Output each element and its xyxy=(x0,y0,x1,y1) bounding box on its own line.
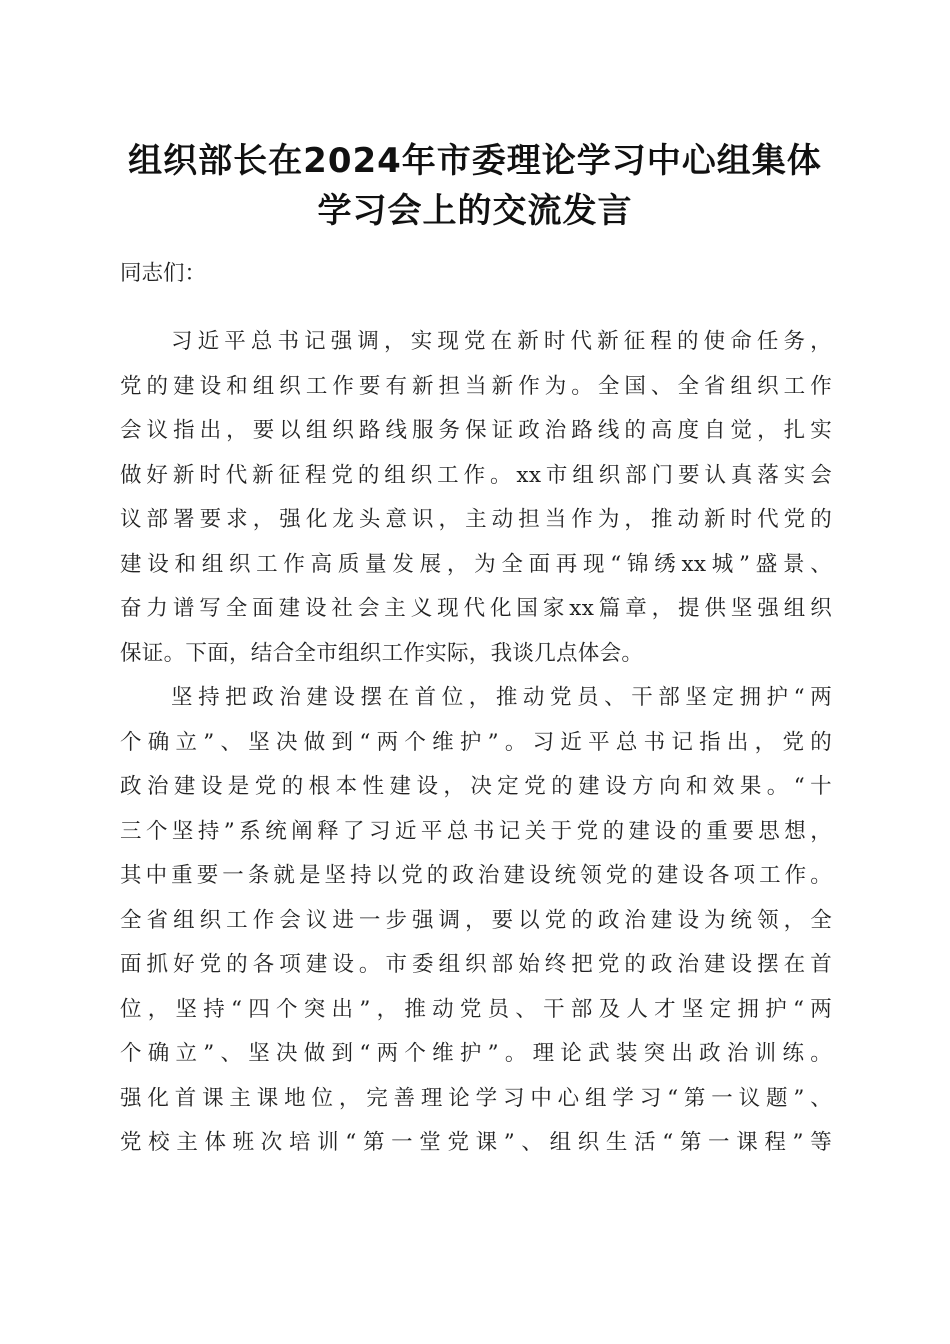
paragraph-line: 个确立”、坚决做到“两个维护”。理论武装突出政治训练。 xyxy=(120,1041,832,1066)
paragraph-line: 坚持把政治建设摆在首位，推动党员、干部坚定拥护“两 xyxy=(171,685,832,710)
paragraph-line: 议部署要求，强化龙头意识，主动担当作为，推动新时代党的 xyxy=(120,507,832,532)
paragraph-line: 党校主体班次培训“第一堂党课”、组织生活“第一课程”等 xyxy=(120,1130,832,1155)
title-line-2: 学习会上的交流发言 xyxy=(317,191,633,231)
paragraph-1 xyxy=(120,320,832,676)
paragraph-line: 奋力谱写全面建设社会主义现代化国家xx篇章，提供坚强组织 xyxy=(120,596,832,621)
paragraph-line: 会议指出，要以组织路线服务保证政治路线的高度自觉，扎实 xyxy=(120,418,832,443)
paragraph-line: 其中重要一条就是坚持以党的政治建设统领党的建设各项工作。 xyxy=(120,863,832,888)
paragraph-line: 位，坚持“四个突出”，推动党员、干部及人才坚定拥护“两 xyxy=(120,996,832,1022)
paragraph-line: 面抓好党的各项建设。市委组织部始终把党的政治建设摆在首 xyxy=(120,952,832,977)
paragraph-line: 党的建设和组织工作要有新担当新作为。全国、全省组织工作 xyxy=(120,373,832,399)
paragraph-line: 政治建设是党的根本性建设，决定党的建设方向和效果。“十 xyxy=(120,774,832,799)
salutation: 同志们： xyxy=(120,261,207,286)
paragraph-2 xyxy=(120,676,832,1166)
paragraph-line: 做好新时代新征程党的组织工作。xx市组织部门要认真落实会 xyxy=(120,462,832,488)
document-title xyxy=(100,136,850,236)
paragraph-line: 个确立”、坚决做到“两个维护”。习近平总书记指出，党的 xyxy=(120,729,832,755)
paragraph-line: 建设和组织工作高质量发展，为全面再现“锦绣xx城”盛景、 xyxy=(120,551,832,577)
title-line-1: 组织部长在2024年市委理论学习中心组集体 xyxy=(128,141,822,181)
paragraph-line: 保证。下面，结合全市组织工作实际，我谈几点体会。 xyxy=(120,640,644,666)
paragraph-line: 全省组织工作会议进一步强调，要以党的政治建设为统领，全 xyxy=(120,907,832,933)
paragraph-line: 三个坚持”系统阐释了习近平总书记关于党的建设的重要思想， xyxy=(120,818,832,844)
document-body xyxy=(120,320,832,1166)
paragraph-line: 强化首课主课地位，完善理论学习中心组学习“第一议题”、 xyxy=(120,1085,832,1111)
paragraph-line: 习近平总书记强调，实现党在新时代新征程的使命任务， xyxy=(171,329,832,354)
